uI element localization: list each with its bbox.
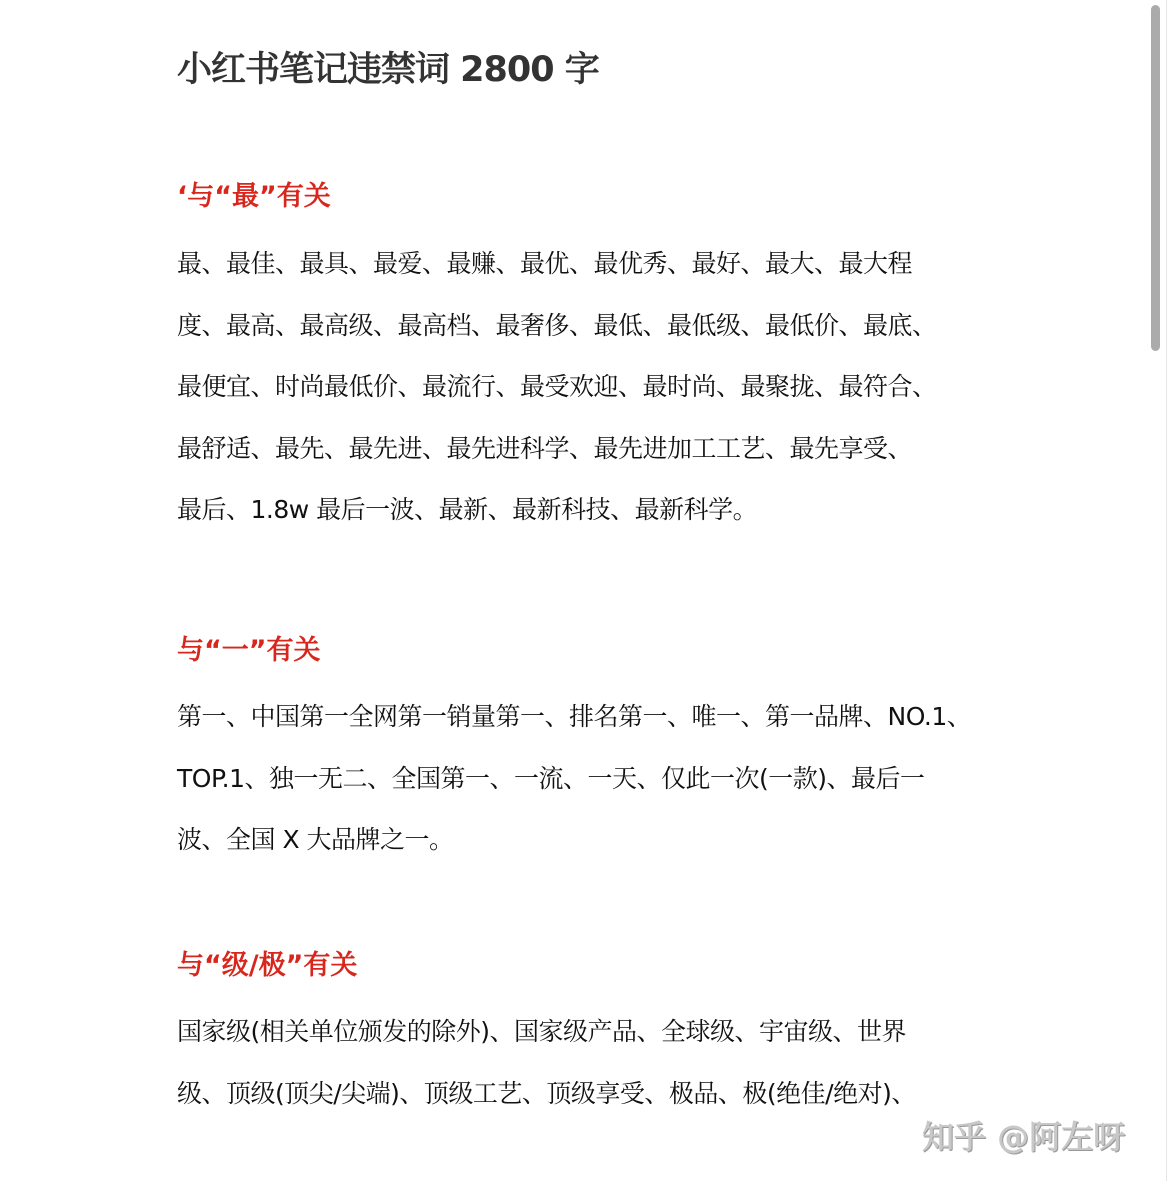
text-line: 最后、1.8w 最后一波、最新、最新科技、最新科学。: [177, 495, 758, 524]
text-line: 最、最佳、最具、最爱、最赚、最优、最优秀、最好、最大、最大程: [177, 249, 913, 278]
section-body-yi: [177, 686, 971, 871]
page-title: 小红书笔记违禁词 2800 字: [177, 50, 599, 90]
text-line: 国家级(相关单位颁发的除外)、国家级产品、全球级、宇宙级、世界: [177, 1017, 907, 1046]
section-heading-yi: 与“一”有关: [177, 635, 321, 666]
zhihu-watermark: 知乎 @阿左呀: [922, 1118, 1126, 1156]
text-line: 最舒适、最先、最先进、最先进科学、最先进加工工艺、最先享受、: [177, 433, 913, 463]
text-line: 最便宜、时尚最低价、最流行、最受欢迎、最时尚、最聚拢、最符合、: [177, 372, 937, 401]
text-line: 波、全国 X 大品牌之一。: [177, 825, 454, 854]
section-body-zui: [177, 233, 937, 541]
text-line: TOP.1、独一无二、全国第一、一流、一天、仅此一次(一款)、最后一: [177, 763, 925, 793]
text-line: 度、最高、最高级、最高档、最奢侈、最低、最低级、最低价、最底、: [177, 310, 937, 340]
vertical-scrollbar[interactable]: [1151, 5, 1160, 351]
section-body-ji: [177, 1001, 916, 1124]
text-line: 级、顶级(顶尖/尖端)、顶级工艺、顶级享受、极品、极(绝佳/绝对)、: [177, 1078, 916, 1108]
section-heading-zui: ‘与“最”有关: [177, 181, 331, 212]
text-line: 第一、中国第一全网第一销量第一、排名第一、唯一、第一品牌、NO.1、: [177, 702, 972, 731]
section-heading-ji: 与“级/极”有关: [177, 950, 358, 981]
